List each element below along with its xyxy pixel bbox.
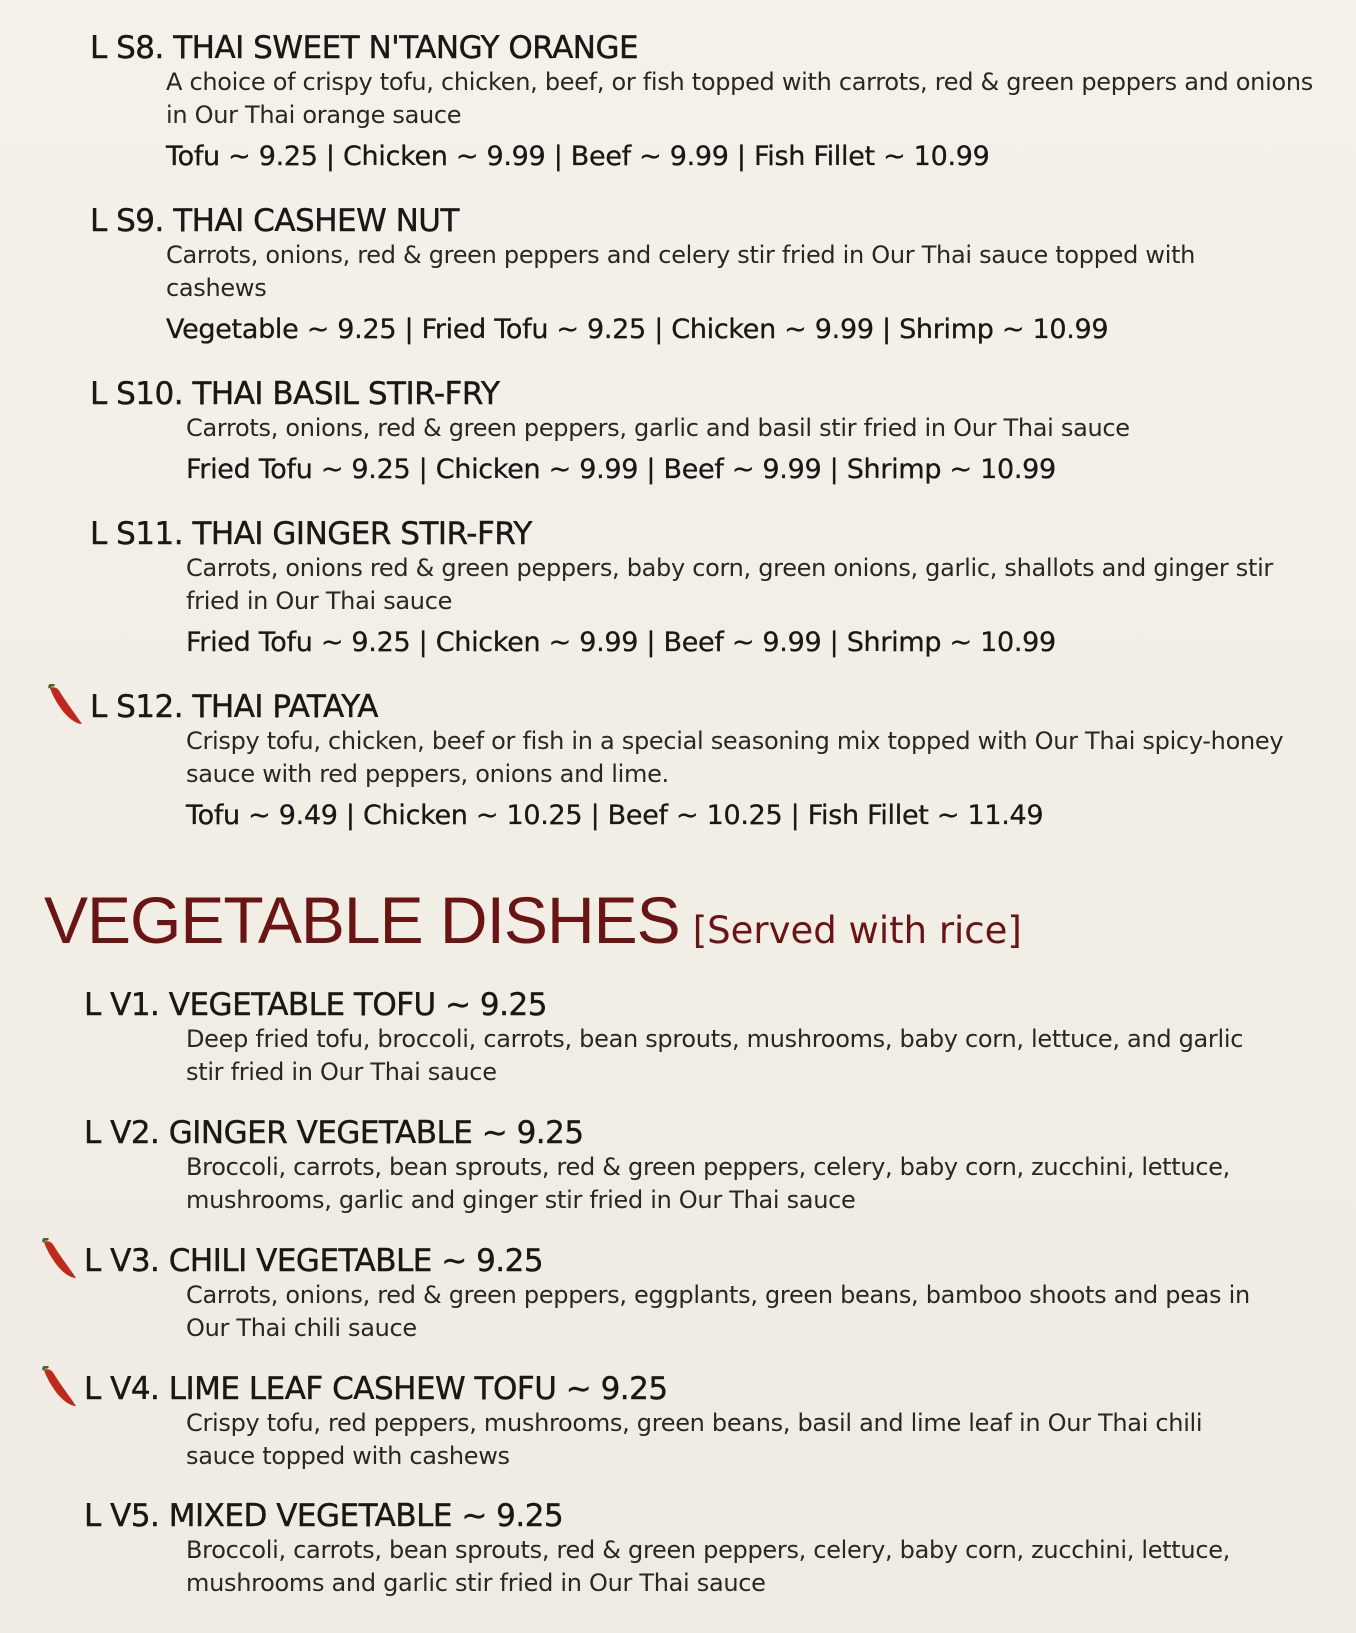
- menu-item-description: Carrots, onions red & green peppers, baby corn, green onions, garlic, shallots and ginger stir fried in Our Thai sauce: [186, 554, 1274, 615]
- chili-pepper-icon: [46, 684, 86, 728]
- menu-item-prices: Tofu ~ 9.25 | Chicken ~ 9.99 | Beef ~ 9.99 | Fish Fillet ~ 10.99: [166, 141, 990, 172]
- menu-item-description: Crispy tofu, red peppers, mushrooms, green beans, basil and lime leaf in Our Thai chili sauce topped with cashews: [186, 1409, 1203, 1470]
- menu-item-prices: Fried Tofu ~ 9.25 | Chicken ~ 9.99 | Beef ~ 9.99 | Shrimp ~ 10.99: [186, 627, 1056, 658]
- menu-item-ls8: [90, 30, 1330, 174]
- chili-pepper-icon: [40, 1366, 80, 1410]
- menu-item-title: L V3. CHILI VEGETABLE ~ 9.25: [84, 1243, 544, 1279]
- menu-item-description: Carrots, onions, red & green peppers, eggplants, green beans, bamboo shoots and peas in Our Thai chili sauce: [186, 1281, 1250, 1342]
- menu-item-title: L S9. THAI CASHEW NUT: [90, 203, 459, 239]
- menu-item-lv2: [84, 1115, 1334, 1217]
- menu-item-prices: Tofu ~ 9.49 | Chicken ~ 10.25 | Beef ~ 10.25 | Fish Fillet ~ 11.49: [186, 800, 1044, 831]
- menu-item-ls12: [90, 689, 1330, 833]
- menu-item-description: Carrots, onions, red & green peppers and celery stir fried in Our Thai sauce topped with cashews: [166, 241, 1196, 302]
- menu-item-prices: Fried Tofu ~ 9.25 | Chicken ~ 9.99 | Beef ~ 9.99 | Shrimp ~ 10.99: [186, 454, 1056, 485]
- menu-item-ls11: [90, 516, 1330, 660]
- chili-pepper-icon: [40, 1238, 80, 1282]
- menu-item-prices: Vegetable ~ 9.25 | Fried Tofu ~ 9.25 | Chicken ~ 9.99 | Shrimp ~ 10.99: [166, 314, 1109, 345]
- menu-item-title: L V4. LIME LEAF CASHEW TOFU ~ 9.25: [84, 1371, 668, 1407]
- menu-item-description: Carrots, onions, red & green peppers, garlic and basil stir fried in Our Thai sauce: [186, 414, 1130, 442]
- menu-item-ls10: [90, 376, 1330, 487]
- menu-item-lv1: [84, 987, 1334, 1089]
- menu-item-description: Broccoli, carrots, bean sprouts, red & green peppers, celery, baby corn, zucchini, lettuce, mushrooms, garlic and ginger stir fried in Our Thai sauce: [186, 1153, 1231, 1214]
- menu-item-title: L S8. THAI SWEET N'TANGY ORANGE: [90, 30, 639, 66]
- section-title: VEGETABLE DISHES: [44, 883, 680, 957]
- menu-item-description: Deep fried tofu, broccoli, carrots, bean sprouts, mushrooms, baby corn, lettuce, and garlic stir fried in Our Thai sauce: [186, 1025, 1244, 1086]
- menu-item-ls9: [90, 203, 1330, 347]
- menu-item-description: Broccoli, carrots, bean sprouts, red & green peppers, celery, baby corn, zucchini, lettuce, mushrooms and garlic stir fried in Our Thai sauce: [186, 1536, 1231, 1597]
- menu-item-title: L S10. THAI BASIL STIR-FRY: [90, 376, 500, 412]
- menu-item-lv4: [84, 1371, 1334, 1473]
- menu-item-lv5: [84, 1498, 1334, 1600]
- menu-item-title: L V2. GINGER VEGETABLE ~ 9.25: [84, 1115, 584, 1151]
- section-subtitle: [Served with rice]: [692, 909, 1022, 952]
- menu-item-lv3: [84, 1243, 1334, 1345]
- menu-item-title: L S12. THAI PATAYA: [90, 689, 378, 725]
- menu-item-description: Crispy tofu, chicken, beef or fish in a special seasoning mix topped with Our Thai spicy-honey sauce with red peppers, onions and lime.: [186, 727, 1284, 788]
- section-heading: [44, 882, 1022, 958]
- menu-item-title: L V5. MIXED VEGETABLE ~ 9.25: [84, 1498, 564, 1534]
- menu-item-description: A choice of crispy tofu, chicken, beef, or fish topped with carrots, red & green peppers and onions in Our Thai orange sauce: [166, 68, 1313, 129]
- menu-item-title: L V1. VEGETABLE TOFU ~ 9.25: [84, 987, 547, 1023]
- menu-item-title: L S11. THAI GINGER STIR-FRY: [90, 516, 532, 552]
